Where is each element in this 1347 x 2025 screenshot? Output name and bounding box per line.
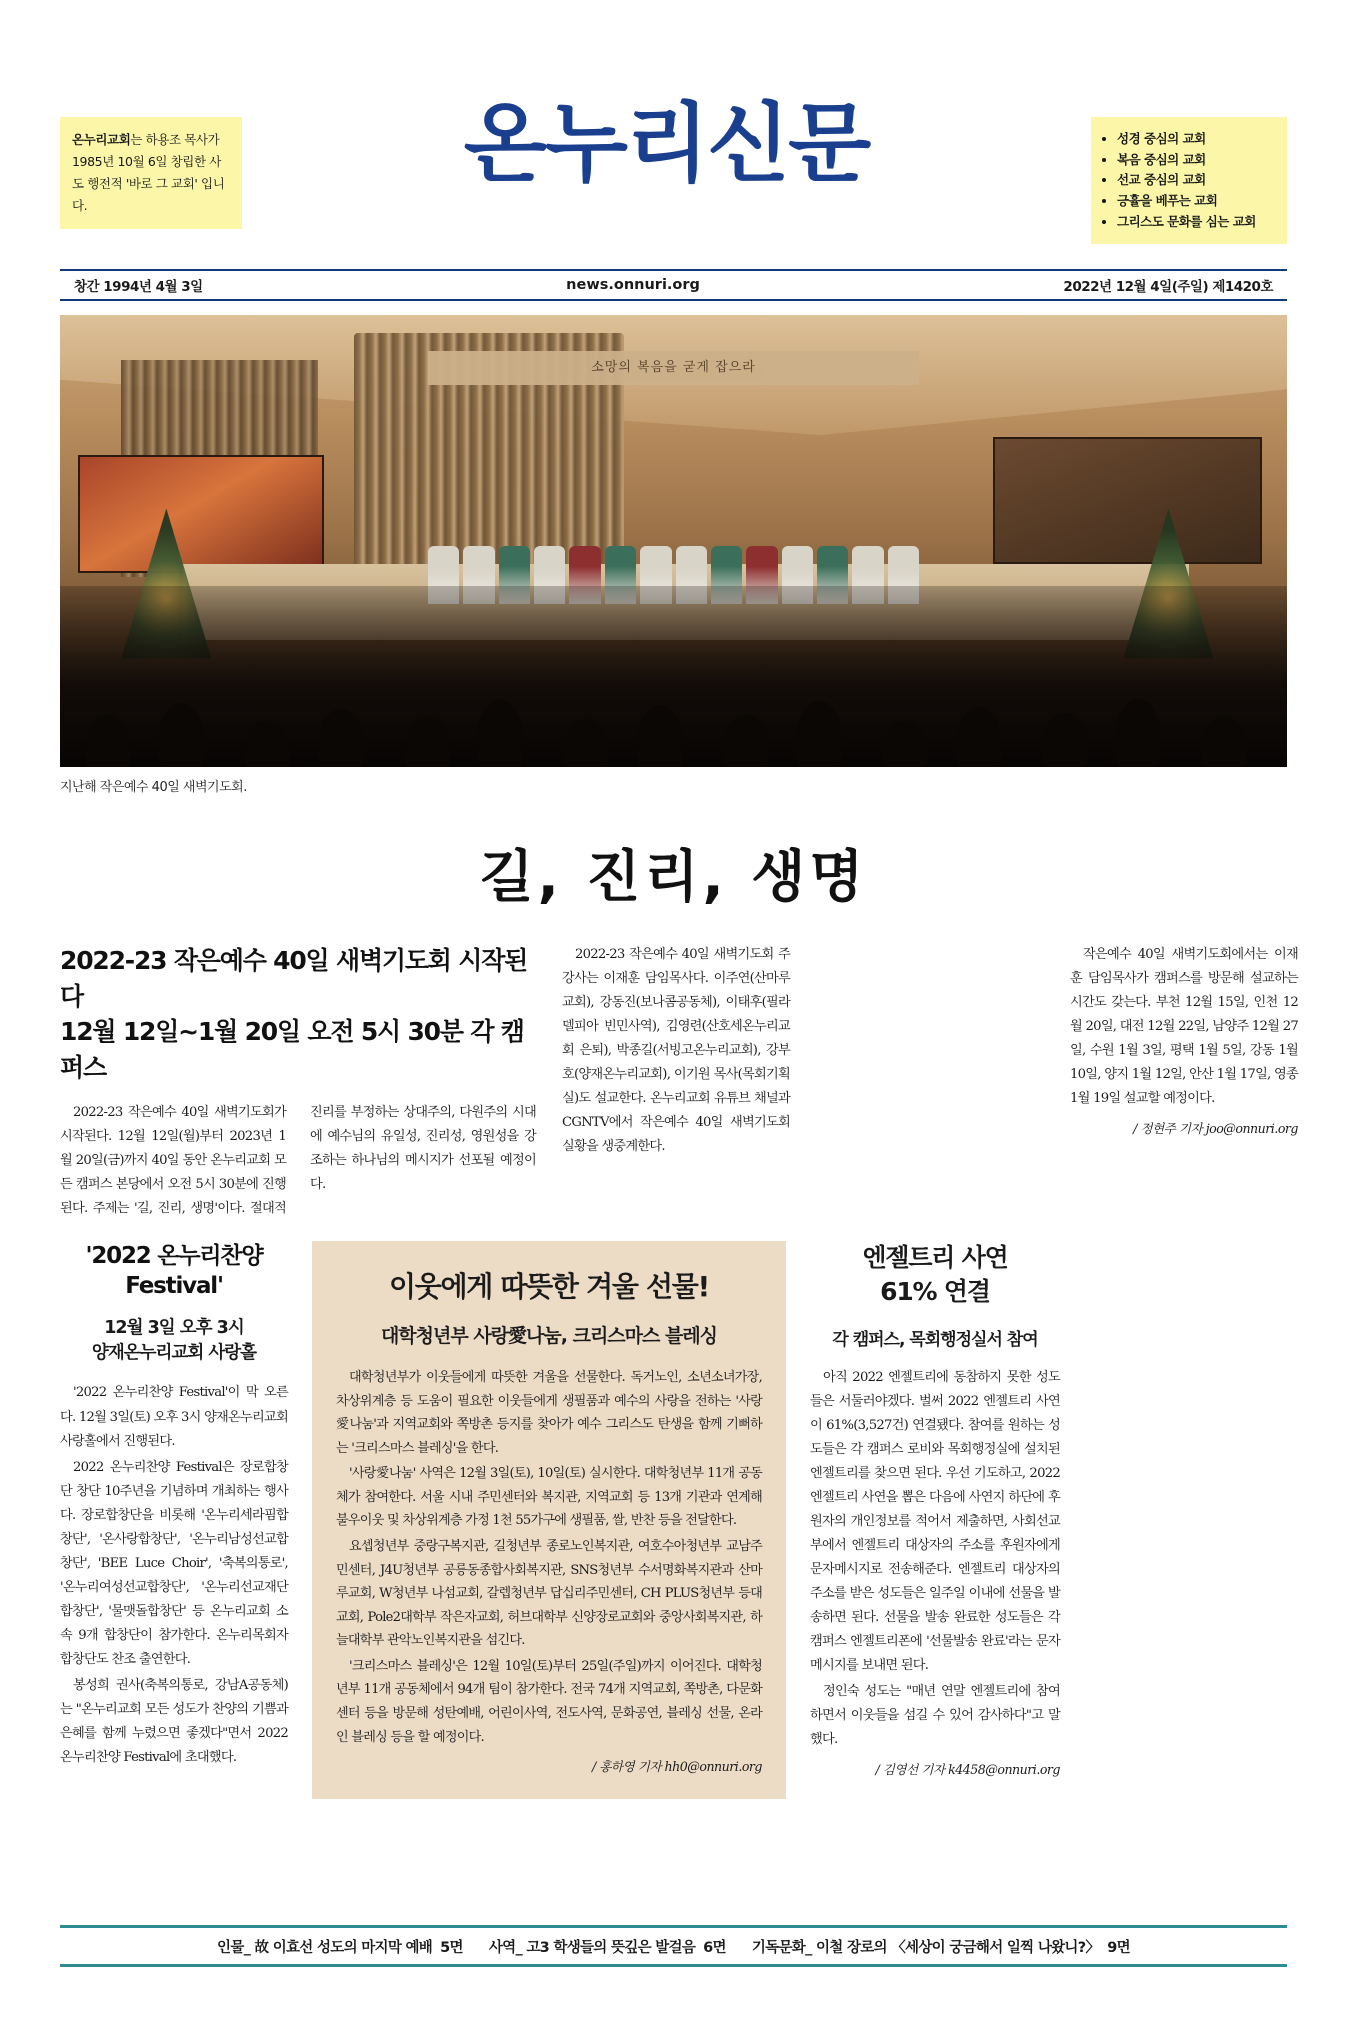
church-value-item: • 복음 중심의 교회 — [1117, 150, 1277, 171]
article-festival-headline-line2: Festival' — [125, 1273, 223, 1300]
article-feature — [312, 1241, 786, 1799]
article-lead — [60, 943, 536, 1221]
article-lead-col5 — [1070, 943, 1298, 1221]
newspaper-page — [0, 94, 1347, 2025]
church-value-item: • 성경 중심의 교회 — [1117, 129, 1277, 150]
article-angeltree-headline-line2: 61% 연결 — [880, 1277, 990, 1307]
article-festival-para2: 2022 온누리찬양 Festival은 장로합창단 창단 10주년을 기념하며 개최하는 행사다. 장로합창단을 비롯해 '온누리세라핌합창단', '온사랑합창단', '온누리남성선교합창단', 'BEE Luce Choir', '축복의통로', '온누리여성선교합창단', '온누리선교재단합창단', '물맷돌합창단' 등 온누리교회 소속 9개 합창단이 참가한다. 온누리목회자합창단도 찬조 출연한다. — [60, 1459, 288, 1667]
lead-photo — [60, 315, 1287, 767]
founding-date: 창간 1994년 4월 3일 — [74, 279, 203, 295]
article-angeltree-headline-line1: 엔젤트리 사연 — [862, 1243, 1008, 1273]
church-value-item: • 그리스도 문화를 심는 교회 — [1117, 212, 1277, 233]
footer-item-page: 5면 — [440, 1939, 463, 1956]
top-article-grid — [60, 943, 1298, 1221]
article-festival-headline-line1: '2022 온누리찬양 — [85, 1243, 263, 1270]
article-angeltree-headline — [810, 1241, 1060, 1309]
article-festival-body — [60, 1381, 288, 1769]
masthead-title-wrap — [242, 94, 1091, 194]
photo-audience-heads — [60, 613, 1287, 767]
lead-photo-block — [60, 315, 1287, 795]
article-festival-subhead-line1: 12월 3일 오후 3시 — [104, 1317, 244, 1338]
article-lead-para3: 작은예수 40일 새벽기도회에서는 이재훈 담임목사가 캠퍼스를 방문해 설교하는 시간도 갖는다. 부천 12월 15일, 인천 12월 20일, 대전 12월 22일, 남양주 12월 27일, 수원 1월 3일, 평택 1월 5일, 강동 1월 10일, 양지 1월 12일, 안산 1월 17일, 영종 1월 19일 설교할 예정이다. — [1070, 947, 1298, 1107]
article-festival-subhead — [60, 1316, 288, 1366]
article-feature-subhead: 대학청년부 사랑愛나눔, 크리스마스 블레싱 — [380, 1325, 718, 1348]
masthead-infobar — [60, 269, 1287, 301]
footer-item[interactable] — [489, 1936, 726, 1957]
article-feature-para4: '크리스마스 블레싱'은 12월 10일(토)부터 25일(주일)까지 이어진다. 대학청년부 11개 공동체에서 94개 팀이 참가한다. 전국 74개 지역교회, 쪽방촌, 다문화센터 등을 방문해 성탄예배, 어린이사역, 전도사역, 문화공연, 블레싱 선물, 온라인 블레싱 등을 할 예정이다. — [336, 1658, 762, 1745]
photo-caption: 지난해 작은예수 40일 새벽기도회. — [60, 780, 247, 795]
issue-info: 2022년 12월 4일(주일) 제1420호 — [1063, 279, 1273, 295]
article-lead-headline-line2: 12월 12일~1월 20일 오전 5시 30분 각 캠퍼스 — [60, 1017, 524, 1082]
article-festival-subhead-line2: 양재온누리교회 사랑홀 — [91, 1342, 257, 1363]
article-festival-para1: '2022 온누리찬양 Festival'이 막 오른다. 12월 3일(토) 오후 3시 양재온누리교회 사랑홀에서 진행된다. — [60, 1385, 288, 1449]
church-intro-note — [60, 117, 242, 229]
article-lead-headline — [60, 943, 536, 1085]
article-lead-body-col4 — [1070, 943, 1298, 1141]
article-angeltree-subhead: 각 캠퍼스, 목회행정실서 참여 — [832, 1330, 1038, 1351]
article-feature-byline: / 홍하영 기자 hh0@onnuri.org — [591, 1759, 762, 1775]
article-lead-body-cols — [60, 1101, 536, 1221]
article-feature-para1: 대학청년부가 이웃들에게 따뜻한 겨울을 선물한다. 독거노인, 소년소녀가장, 차상위계층 등 도움이 필요한 이웃들에게 생필품과 예수의 사랑을 전하는 '사랑愛나눔'과 지역교회와 쪽방촌 등지를 찾아가 예수 그리스도 탄생을 함께 기뻐하는 '크리스마스 블레싱'을 한다. — [336, 1370, 762, 1456]
footer-item-label: 사역_ 고3 학생들의 뜻깊은 발걸음 — [488, 1939, 696, 1956]
footer-item[interactable] — [752, 1936, 1130, 1957]
article-lead-body-col3 — [562, 943, 790, 1159]
photo-screen-right — [993, 437, 1263, 564]
article-feature-body — [336, 1366, 762, 1779]
article-angeltree-body — [810, 1366, 1060, 1782]
bottom-article-grid — [60, 1241, 1287, 1799]
website-url[interactable]: news.onnuri.org — [566, 277, 700, 293]
footer-item-page: 9면 — [1107, 1939, 1130, 1956]
church-values-list — [1105, 129, 1277, 232]
footer-item-label: 기독문화_ 이철 장로의 〈세상이 궁금해서 일찍 나왔니?〉 — [751, 1939, 1100, 1956]
photo-screen-left — [78, 455, 323, 573]
article-lead-headline-line1: 2022-23 작은예수 40일 새벽기도회 시작된다 — [60, 946, 528, 1011]
footer-item-page: 6면 — [703, 1939, 726, 1956]
article-angeltree — [810, 1241, 1060, 1799]
article-feature-para3: 요셉청년부 중랑구복지관, 길청년부 종로노인복지관, 여호수아청년부 교남주민센터, J4U청년부 공릉동종합사회복지관, SNS청년부 수서명화복지관과 산마루교회, W청년부 나섬교회, 갈렙청년부 답십리주민센터, CH PLUS청년부 등대교회, Pole2대학부 작은자교회, 허브대학부 신양장로교회와 중앙사회복지관, 하늘대학부 관악노인복지관을 섬긴다. — [336, 1539, 762, 1649]
church-intro-lead: 온누리교회 — [72, 132, 131, 147]
church-intro-rest: 는 하용조 목사가 1985년 10월 6일 창립한 사도 행전적 '바로 그 교회' 입니다. — [72, 132, 225, 213]
church-value-item: • 긍휼을 베푸는 교회 — [1117, 191, 1277, 212]
article-festival — [60, 1241, 288, 1799]
article-angeltree-para1: 아직 2022 엔젤트리에 동참하지 못한 성도들은 서둘러야겠다. 벌써 2022 엔젤트리 사연이 61%(3,527건) 연결됐다. 참여를 원하는 성도들은 각 캠퍼스 로비와 목회행정실에 설치된 엔젤트리를 찾으면 된다. 우선 기도하고, 2022 엔젤트리 사연을 뽑은 다음에 사연지 하단에 후원자의 개인정보를 적어서 제출하면, 사회선교부에서 엔젤트리 대상자의 주소를 후원자에게 문자메시지로 전송해준다. 엔젤트리 대상자의 주소를 받은 성도들은 일주일 이내에 선물을 발송하면 된다. 선물을 발송 완료한 성도들은 각 캠퍼스 엔젤트리폰에 '선물발송 완료'라는 문자메시지를 보내면 된다. — [810, 1370, 1060, 1674]
article-feature-para2: '사랑愛나눔' 사역은 12월 3일(토), 10일(토) 실시한다. 대학청년부 11개 공동체가 참여한다. 서울 시내 주민센터와 복지관, 지역교회 등 13개 기관과 연계해 불우이웃 및 차상위계층 가정 1천 55가구에 생필품, 쌀, 반찬 등을 전달한다. — [336, 1466, 762, 1529]
newspaper-title: 온누리신문 — [463, 94, 870, 194]
article-lead-byline: / 정현주 기자 joo@onnuri.org — [1133, 1121, 1298, 1137]
footer-item-label: 인물_ 故 이효선 성도의 마지막 예배 — [217, 1939, 433, 1956]
article-festival-headline — [60, 1241, 288, 1302]
article-angeltree-byline: / 김영선 기자 k4458@onnuri.org — [875, 1762, 1060, 1778]
article-lead-col3 — [562, 943, 790, 1221]
photo-stage-banner: 소망의 복음을 굳게 잡으라 — [428, 351, 919, 385]
page-title: 길, 진리, 생명 — [479, 845, 868, 910]
footer-item[interactable] — [217, 1936, 463, 1957]
church-value-item: • 선교 중심의 교회 — [1117, 170, 1277, 191]
masthead — [60, 94, 1287, 265]
church-values-box — [1091, 117, 1287, 244]
footer-index-bar — [60, 1925, 1287, 1967]
article-feature-headline: 이웃에게 따뜻한 겨울 선물! — [388, 1270, 710, 1304]
article-lead-para1: 2022-23 작은예수 40일 새벽기도회가 시작된다. 12월 12일(월)부터 2023년 1월 20일(금)까지 40일 동안 온누리교회 모든 캠퍼스 본당에서 오전 5시 30분에 진행된다. 주제는 '길, 진리, 생명'이다. 절대적 진리를 부정하는 상대주의, 다원주의 시대에 예수님의 유일성, 진리성, 영원성을 강조하는 하나님의 메시지가 선포될 예정이다. — [60, 1105, 536, 1217]
article-lead-col4 — [816, 943, 1044, 1221]
article-festival-para3: 봉성희 권사(축복의통로, 강남A공동체)는 "온누리교회 모든 성도가 찬양의 기쁨과 은혜를 함께 누렸으면 좋겠다"면서 2022 온누리찬양 Festival에 초대했다. — [60, 1677, 288, 1765]
article-lead-para2: 2022-23 작은예수 40일 새벽기도회 주강사는 이재훈 담임목사다. 이주연(산마루교회), 강동진(보나콤공동체), 이태후(필라델피아 빈민사역), 김영련(산호세온누리교회 은퇴), 박종길(서빙고온누리교회), 강부호(양재온누리교회), 이기원 목사(목회기획실)도 설교한다. 온누리교회 유튜브 채널과 CGNTV에서 작은예수 40일 새벽기도회 실황을 생중계한다. — [562, 947, 790, 1155]
article-angeltree-para2: 정인숙 성도는 "매년 연말 엔젤트리에 참여하면서 이웃들을 섬길 수 있어 감사하다"고 말했다. — [810, 1684, 1060, 1748]
